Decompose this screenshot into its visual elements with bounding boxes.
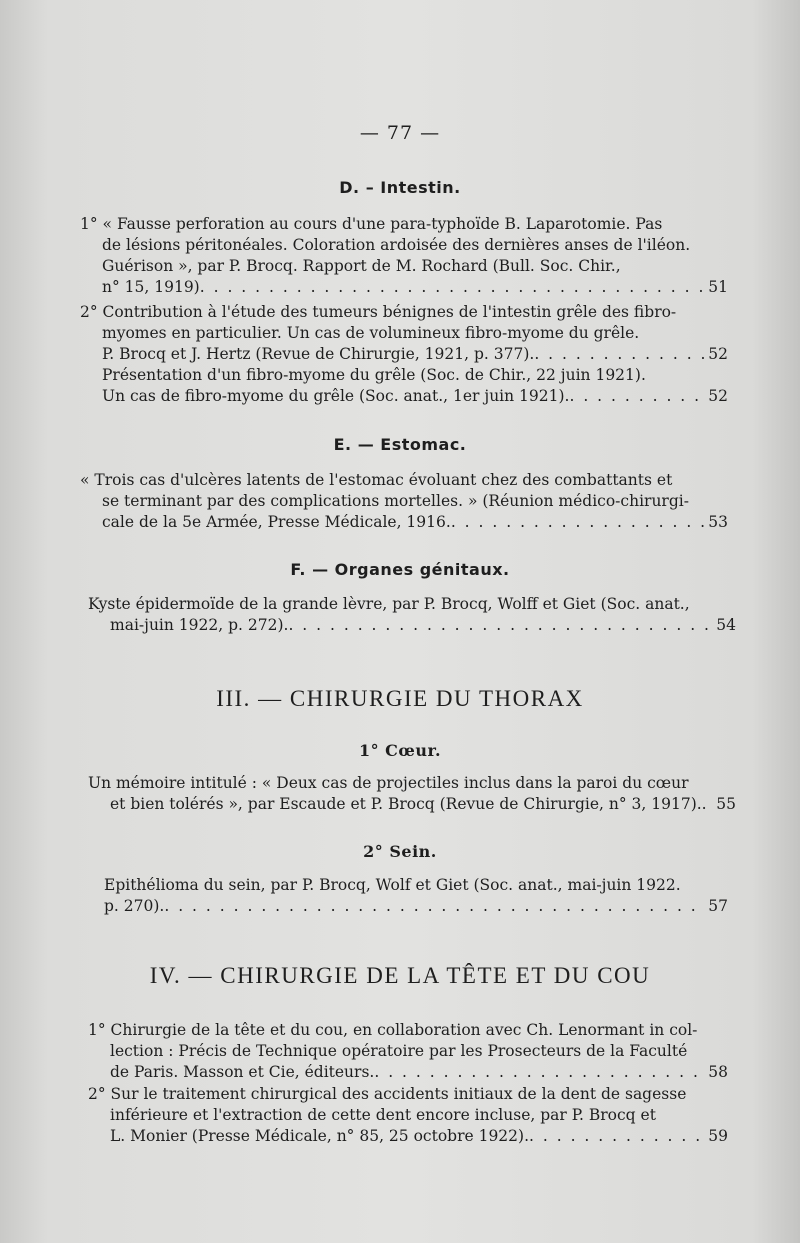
entry-last-line [104, 896, 728, 917]
leader-dots [374, 1062, 704, 1083]
entry-last-line [80, 386, 728, 407]
entry-last-line [88, 615, 736, 636]
entry-line: inférieure et l'extraction de cette dent encore incluse, par P. Brocq et [110, 1106, 656, 1124]
leader-dots [451, 512, 704, 533]
entry-projectiles-coeur [88, 773, 736, 815]
leader-dots [702, 794, 713, 815]
entry-text: mai-juin 1922, p. 272). [110, 616, 289, 634]
entry-last-line [88, 1126, 728, 1147]
entry-line: Un mémoire intitulé : « Deux cas de projectiles inclus dans la paroi du cœur [88, 774, 689, 792]
entry-line: Epithélioma du sein, par P. Brocq, Wolf et Giet (Soc. anat., mai-juin 1922. [104, 876, 681, 894]
section-heading-intestin: D. – Intestin. [339, 178, 461, 197]
entry-text: p. 270). [104, 897, 165, 915]
entry-text: cale de la 5e Armée, Presse Médicale, 1916. [102, 513, 451, 531]
entry-kyste-epidermoide [88, 594, 736, 636]
page-ref: 57 [708, 897, 728, 915]
entry-text: L. Monier (Presse Médicale, n° 85, 25 octobre 1922). [110, 1127, 530, 1145]
entry-line: « Trois cas d'ulcères latents de l'estomac évoluant chez des combattants et [80, 471, 673, 489]
entry-last-line [88, 794, 736, 815]
entry-dent-de-sagesse [88, 1084, 728, 1147]
page-ref: 54 [716, 616, 736, 634]
leader-dots [529, 1126, 704, 1147]
subsection-heading-sein: 2° Sein. [363, 842, 437, 861]
entry-last-line [80, 277, 728, 298]
leader-dots [569, 386, 704, 407]
entry-text: Un cas de fibro-myome du grêle (Soc. anat., 1er juin 1921). [102, 387, 570, 405]
entry-last-line [80, 344, 728, 365]
page-ref: 59 [708, 1127, 728, 1145]
entry-line: 2° Sur le traitement chirurgical des accidents initiaux de la dent de sagesse [88, 1085, 687, 1103]
entry-epithelioma-sein [104, 875, 728, 917]
entry-line: lection : Précis de Technique opératoire par les Prosecteurs de la Faculté [110, 1042, 688, 1060]
entry-text: et bien tolérés », par Escaude et P. Brocq (Revue de Chirurgie, n° 3, 1917). [110, 795, 702, 813]
entry-line: 1° « Fausse perforation au cours d'une para-typhoïde B. Laparotomie. Pas [80, 215, 663, 233]
page-ref: 52 [708, 345, 728, 363]
section-heading-estomac: E. — Estomac. [333, 435, 467, 454]
entry-line: Kyste épidermoïde de la grande lèvre, par P. Brocq, Wolff et Giet (Soc. anat., [88, 595, 690, 613]
entry-line: Présentation d'un fibro-myome du grêle (Soc. de Chir., 22 juin 1921). [102, 366, 646, 384]
entry-last-line [80, 512, 728, 533]
page-ref: 52 [708, 387, 728, 405]
entry-chirurgie-tete-cou [88, 1020, 728, 1083]
page-ref: 55 [716, 795, 736, 813]
leader-dots [164, 896, 704, 917]
page-ref: 51 [708, 278, 728, 296]
entry-line: myomes en particulier. Un cas de volumineux fibro-myome du grêle. [102, 324, 640, 342]
entry-tumeurs-benignes [80, 302, 728, 407]
leader-dots [534, 344, 704, 365]
page-ref: 53 [708, 513, 728, 531]
entry-line: 2° Contribution à l'étude des tumeurs bénignes de l'intestin grêle des fibro- [80, 303, 677, 321]
entry-ulceres-latents [80, 470, 728, 533]
subsection-heading-coeur: 1° Cœur. [358, 741, 442, 760]
entry-line: de lésions péritonéales. Coloration ardoisée des dernières anses de l'iléon. [102, 236, 691, 254]
page-number: — 77 — [359, 122, 441, 144]
entry-line: 1° Chirurgie de la tête et du cou, en collaboration avec Ch. Lenormant in col- [88, 1021, 698, 1039]
entry-last-line [88, 1062, 728, 1083]
part-heading-thorax: III. — CHIRURGIE DU THORAX [216, 686, 584, 711]
entry-fausse-perforation [80, 214, 728, 298]
leader-dots [288, 615, 712, 636]
leader-dots [200, 277, 705, 298]
entry-line: Guérison », par P. Brocq. Rapport de M. Rochard (Bull. Soc. Chir., [102, 257, 621, 275]
page-ref: 58 [708, 1063, 728, 1081]
section-heading-organes-genitaux: F. — Organes génitaux. [290, 560, 510, 579]
entry-text: P. Brocq et J. Hertz (Revue de Chirurgie, 1921, p. 377). [102, 345, 535, 363]
entry-text: de Paris. Masson et Cie, éditeurs. [110, 1063, 375, 1081]
part-heading-tete-cou: IV. — CHIRURGIE DE LA TÊTE ET DU COU [149, 963, 651, 988]
entry-text: n° 15, 1919) [102, 278, 200, 296]
entry-line: se terminant par des complications mortelles. » (Réunion médico-chirurgi- [102, 492, 689, 510]
